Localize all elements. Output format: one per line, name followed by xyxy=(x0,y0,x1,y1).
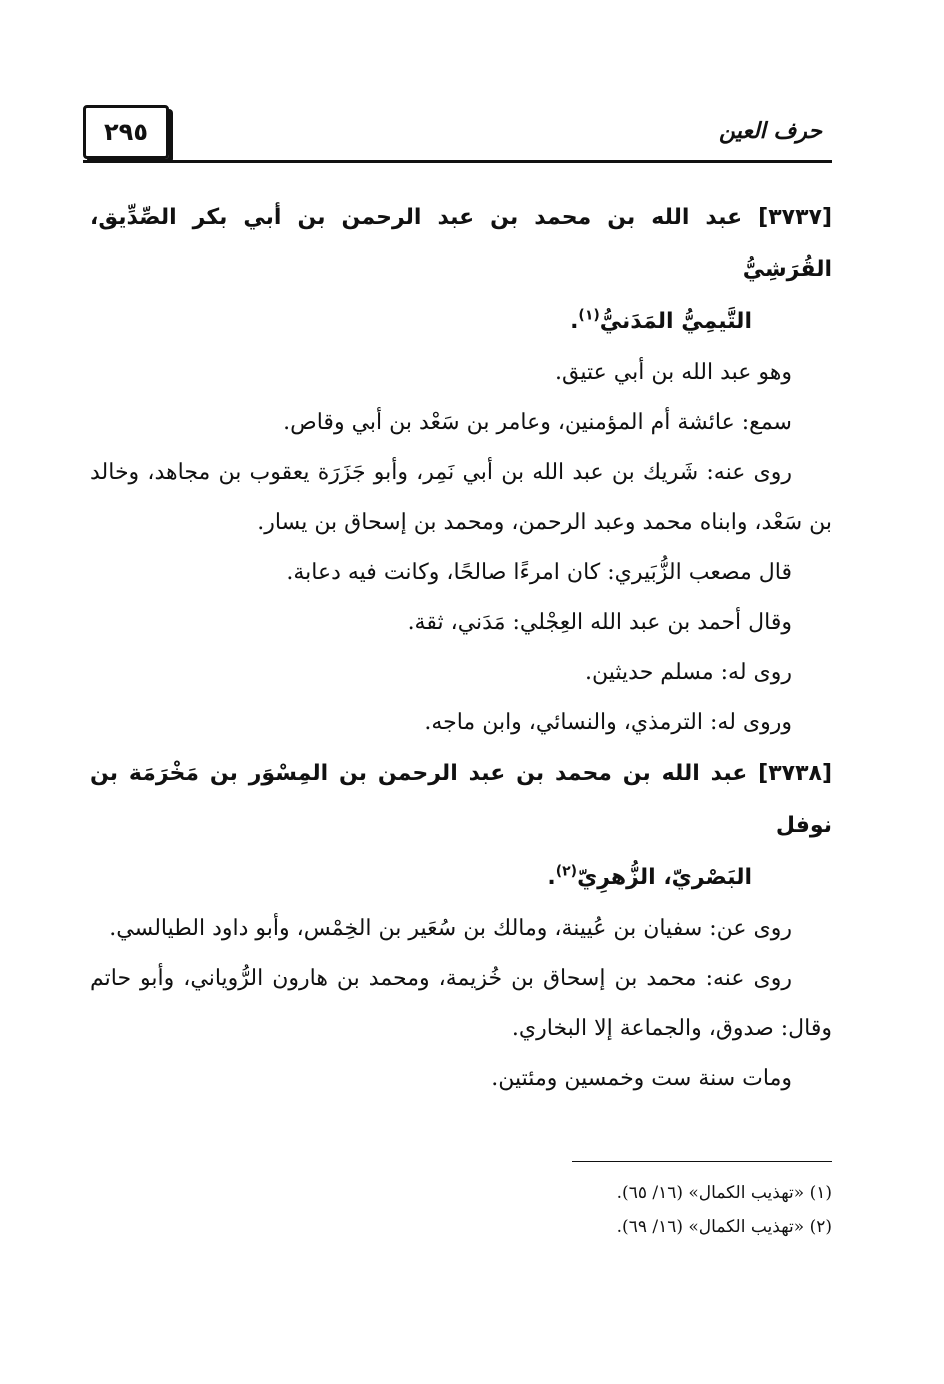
page-body xyxy=(90,192,832,1104)
paragraph: روى عن: سفيان بن عُيينة، ومالك بن سُعَير بن الخِمْس، وأبو داود الطيالسي. xyxy=(109,916,792,941)
paragraph: سمع: عائشة أم المؤمنين، وعامر بن سَعْد بن أبي وقاص. xyxy=(283,410,792,435)
footnote-2: (٢) «تهذيب الكمال» (١٦/ ٦٩). xyxy=(616,1217,832,1237)
running-head: حرف العين xyxy=(718,118,822,144)
entry-title-line1: [٣٧٣٨] عبد الله بن محمد بن عبد الرحمن بن المِسْوَر بن مَخْرَمَة بن نوفل xyxy=(90,761,832,838)
entry-title-3738 xyxy=(90,748,832,904)
paragraph: ومات سنة ست وخمسين ومئتين. xyxy=(491,1066,792,1091)
paragraph: وقال أحمد بن عبد الله العِجْلي: مَدَني، ثقة. xyxy=(407,610,792,635)
entry-title-line2: التَّيمِيُّ المَدَنيُّ xyxy=(599,309,752,334)
entry-title-line1: [٣٧٣٧] عبد الله بن محمد بن عبد الرحمن بن أبي بكر الصِّدِّيق، القُرَشِيُّ xyxy=(90,205,832,282)
footnotes xyxy=(432,1176,832,1244)
paragraph: روى عنه: محمد بن إسحاق بن خُزيمة، ومحمد بن هارون الرُّوياني، وأبو حاتم وقال: صدوق، والجماعة إلا البخاري. xyxy=(90,966,832,1041)
page-number: ٢٩٥ xyxy=(83,105,169,159)
paragraph: وروى له: الترمذي، والنسائي، وابن ماجه. xyxy=(424,710,792,735)
entry-title-line2: البَصْريّ، الزُّهرِيّ xyxy=(577,865,752,890)
paragraph: وهو عبد الله بن أبي عتيق. xyxy=(555,360,792,385)
paragraph: روى له: مسلم حديثين. xyxy=(585,660,792,685)
entry-title-3737 xyxy=(90,192,832,348)
paragraph: روى عنه: شَريك بن عبد الله بن أبي نَمِر، وأبو جَزَرَة يعقوب بن مجاهد، وخالد بن سَعْد، وابناه محمد وعبد الرحمن، ومحمد بن إسحاق بن يسار. xyxy=(90,460,832,535)
entry-title-line2-wrap xyxy=(90,296,832,348)
footnote-rule xyxy=(572,1161,832,1162)
title-end: . xyxy=(570,309,579,334)
entry-title-line2-wrap xyxy=(90,852,832,904)
paragraph: قال مصعب الزُّبَيري: كان امرءًا صالحًا، وكانت فيه دعابة. xyxy=(286,560,792,585)
footnote-1: (١) «تهذيب الكمال» (١٦/ ٦٥). xyxy=(616,1183,832,1203)
title-end: . xyxy=(547,865,556,890)
footnote-ref[interactable]: (١) xyxy=(578,307,600,324)
header-rule xyxy=(83,160,832,163)
footnote-ref[interactable]: (٢) xyxy=(555,863,578,880)
